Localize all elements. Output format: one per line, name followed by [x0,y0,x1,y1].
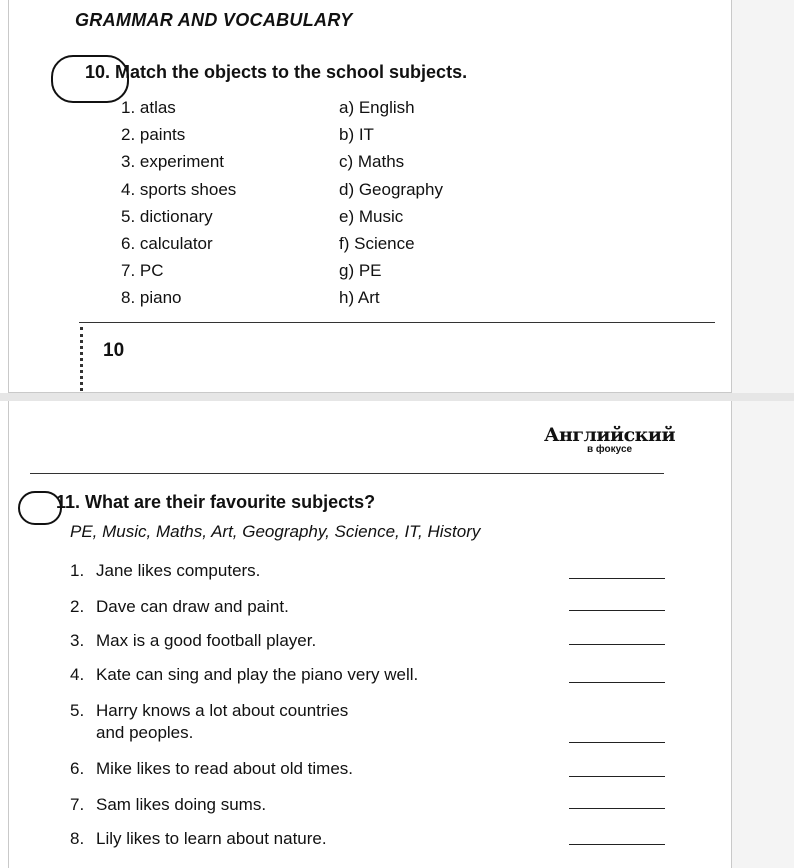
question-number: 8. [70,829,85,848]
answer-blank[interactable] [569,644,665,645]
answer-blank[interactable] [569,578,665,579]
question-text: Dave can draw and paint. [96,597,289,616]
question-number: 3. [70,631,85,650]
question-number: 1. [70,561,85,580]
question-text: Sam likes doing sums. [96,795,267,814]
question-item [70,630,665,652]
object-item: 4. sports shoes [121,179,237,199]
question-number: 2. [70,597,85,616]
question-text: Harry knows a lot about countries [96,701,349,720]
question-number: 5. [70,701,85,720]
subject-item: g) PE [339,261,382,281]
object-item: 7. PC [121,261,164,281]
match-row [121,287,539,314]
answer-blank[interactable] [569,808,665,809]
page-gap [0,393,794,401]
match-row [121,151,539,178]
subjects-list: PE, Music, Maths, Art, Geography, Science, IT, History [70,522,481,541]
object-item: 5. dictionary [121,206,213,226]
match-row [121,97,539,124]
exercise-11-title: 11. What are their favourite subjects? [56,492,376,512]
divider-line [79,322,715,323]
subject-item: a) English [339,98,415,117]
subject-item: b) IT [339,125,374,145]
match-row [121,260,539,287]
question-number: 4. [70,665,85,684]
object-item: 3. experiment [121,152,224,172]
question-text: Mike likes to read about old times. [96,759,354,778]
dotted-margin-line [80,327,83,391]
question-text: Lily likes to learn about nature. [96,829,327,848]
match-list [121,97,539,315]
question-item [70,596,665,618]
subject-item: c) Maths [339,152,405,172]
divider-line [30,473,664,474]
answer-blank[interactable] [569,610,665,611]
background-strip [730,0,794,868]
match-row [121,124,539,151]
match-row [121,233,539,260]
question-number: 6. [70,759,85,778]
section-title: GRAMMAR AND VOCABULARY [75,10,353,30]
object-item: 2. paints [121,125,186,145]
logo-sub-text: в фокусе [587,444,633,455]
subject-item: h) Art [339,288,380,308]
question-text: Jane likes computers. [96,561,261,580]
answer-blank[interactable] [569,742,665,743]
subject-item: f) Science [339,233,415,253]
answer-blank[interactable] [569,844,665,845]
question-item [70,700,665,744]
object-item: 1. atlas [121,98,176,117]
object-item: 6. calculator [121,233,213,253]
answer-blank[interactable] [569,776,665,777]
exercise-10-title: 10. Match the objects to the school subjects. [85,62,468,82]
page-number: 10 [103,340,125,361]
page-top [8,0,732,393]
question-item [70,794,665,816]
question-item [70,560,665,582]
question-text: Max is a good football player. [96,631,317,650]
publisher-logo [544,424,675,455]
subject-item: e) Music [339,206,404,226]
logo-main-text: Английский [544,424,676,446]
question-item [70,828,665,850]
question-item [70,664,665,686]
question-text-continued: and peoples. [96,723,194,742]
match-row [121,206,539,233]
match-row [121,179,539,206]
question-item [70,758,665,780]
object-item: 8. piano [121,288,182,308]
subject-item: d) Geography [339,179,443,199]
answer-blank[interactable] [569,682,665,683]
question-number: 7. [70,795,85,814]
question-text: Kate can sing and play the piano very well. [96,665,419,684]
